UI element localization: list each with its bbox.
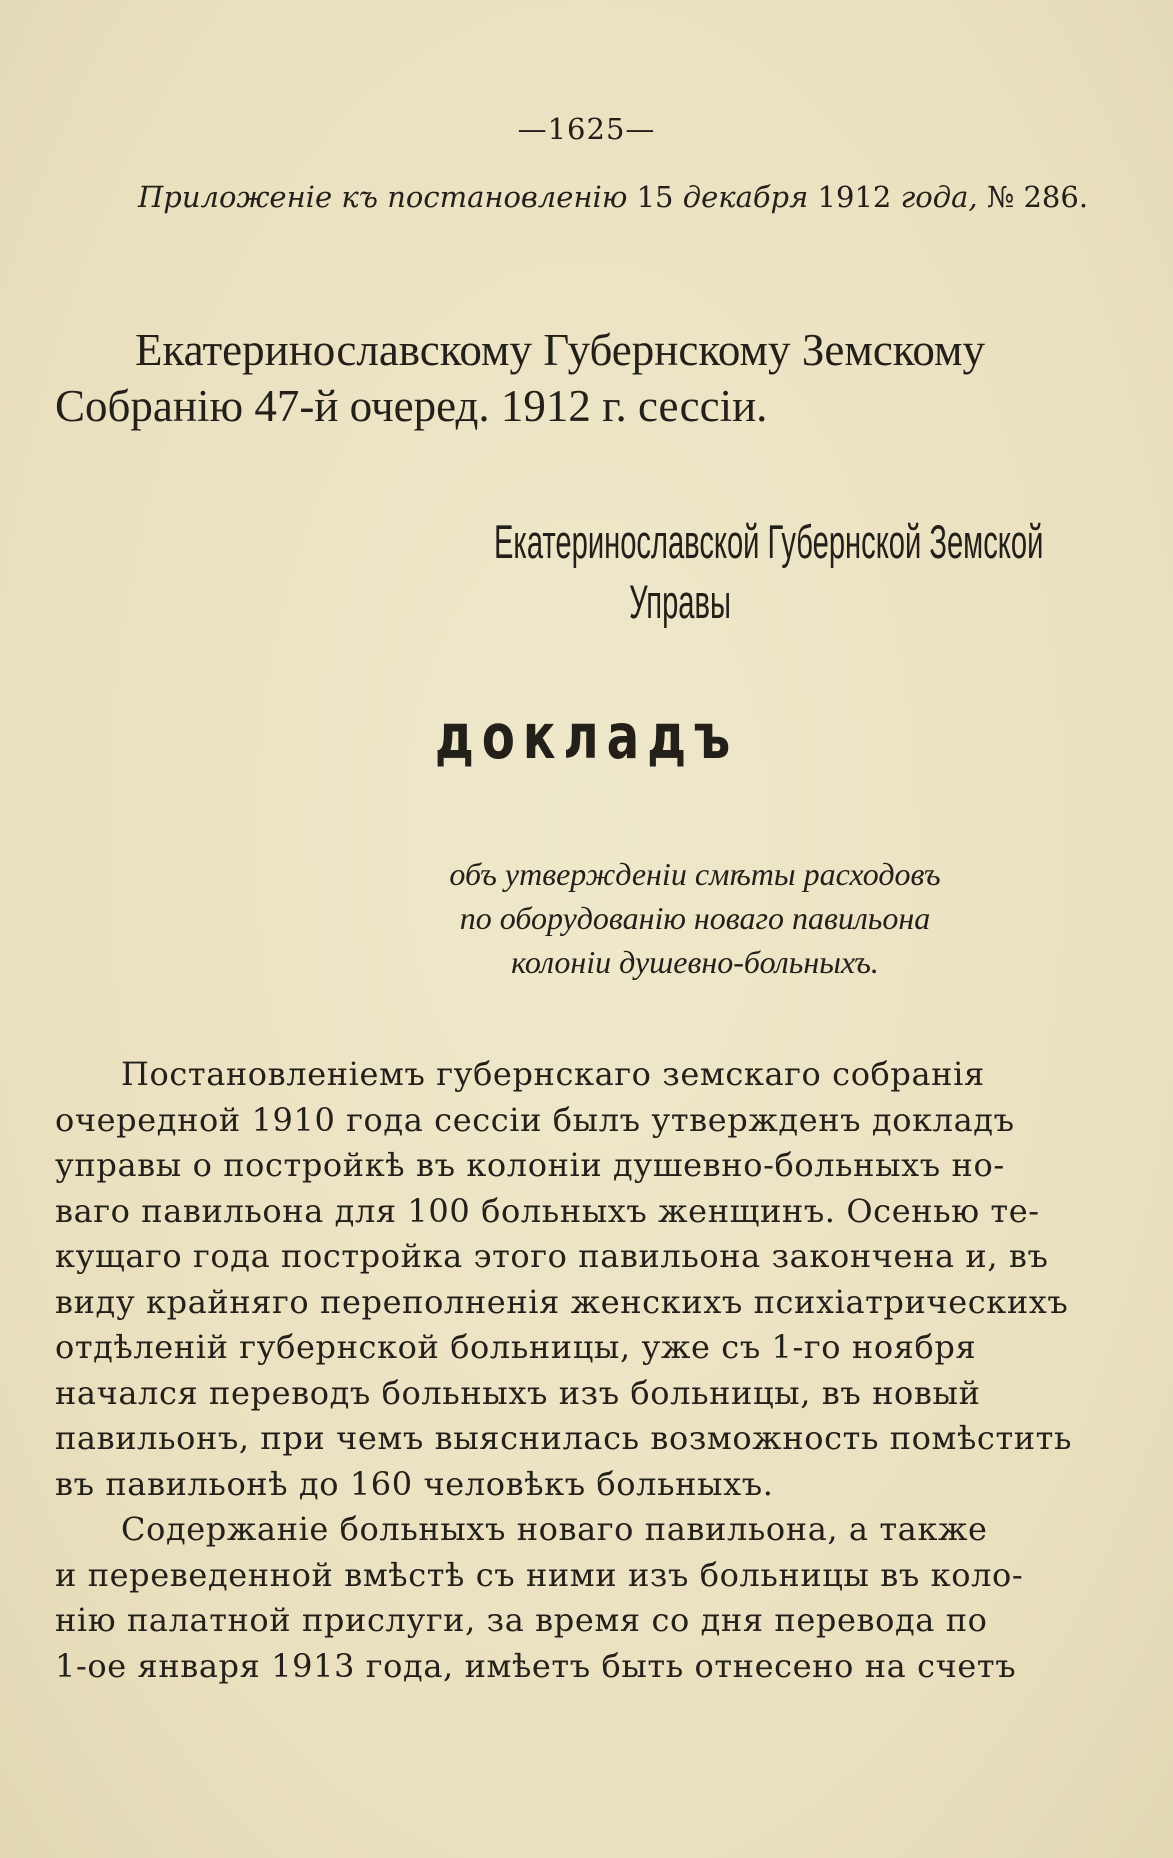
- paragraph-2-line: Содержаніе больныхъ новаго павильона, а также: [121, 1510, 988, 1548]
- paragraph-1: [55, 1052, 1072, 1507]
- addressee-text: Екатеринославскому Губернскому Земскому Собранію 47-й очеред. 1912 г. сессіи.: [55, 325, 985, 431]
- uprava-line-1: Екатеринославской Губернской Земской: [494, 515, 1044, 568]
- report-subject: [395, 852, 995, 984]
- appendix-year: 1912: [817, 180, 892, 214]
- report-title: докладъ: [434, 700, 739, 773]
- paragraph-1-line: отдѣленій губернской больницы, уже съ 1-го ноября: [55, 1328, 977, 1366]
- appendix-day: 15: [636, 180, 674, 214]
- paragraph-2: [55, 1507, 1024, 1689]
- appendix-number-sign: №: [986, 180, 1015, 214]
- appendix-year-word: года,: [900, 180, 978, 214]
- paragraph-1-line: управы о постройкѣ въ колоніи душевно-больныхъ но-: [55, 1146, 1005, 1184]
- subject-line-2: по оборудованію новаго павильона: [459, 900, 931, 936]
- appendix-number: 286.: [1023, 180, 1089, 214]
- appendix-prefix: Приложеніе къ постановленію: [138, 180, 628, 214]
- appendix-note: [138, 180, 1089, 214]
- appendix-month: декабря: [682, 180, 809, 214]
- subject-line-3: колоніи душевно-больныхъ.: [511, 944, 879, 980]
- paragraph-1-line: виду крайняго переполненія женскихъ психіатрическихъ: [55, 1282, 1069, 1321]
- uprava-heading: [494, 512, 1044, 632]
- body-text: [55, 1052, 1072, 1689]
- paragraph-1-line: Постановленіемъ губернскаго земскаго собранія: [121, 1055, 985, 1093]
- paragraph-2-line: 1-ое января 1913 года, имѣетъ быть отнесено на счетъ: [55, 1646, 1017, 1685]
- paragraph-1-line: начался переводъ больныхъ изъ больницы, въ новый: [55, 1373, 981, 1412]
- paragraph-1-line: очередной 1910 года сессіи былъ утвержденъ докладъ: [55, 1100, 1015, 1139]
- paragraph-1-line: кущаго года постройка этого павильона закончена и, въ: [55, 1237, 1049, 1275]
- uprava-line-2: Управы: [629, 575, 731, 628]
- paragraph-1-line: ваго павильона для 100 больныхъ женщинъ. Осенью те-: [55, 1191, 1040, 1230]
- paragraph-1-line: въ павильонѣ до 160 человѣкъ больныхъ.: [55, 1464, 774, 1503]
- addressee-heading: [55, 322, 985, 434]
- paragraph-2-line: нію палатной прислуги, за время со дня перевода по: [55, 1601, 988, 1639]
- paragraph-1-line: павильонъ, при чемъ выяснилась возможность помѣстить: [55, 1419, 1072, 1457]
- paragraph-2-line: и переведенной вмѣстѣ съ ними изъ больницы въ коло-: [55, 1555, 1024, 1594]
- subject-line-1: объ утвержденіи смѣты расходовъ: [449, 856, 941, 892]
- page-number: —1625—: [517, 112, 656, 146]
